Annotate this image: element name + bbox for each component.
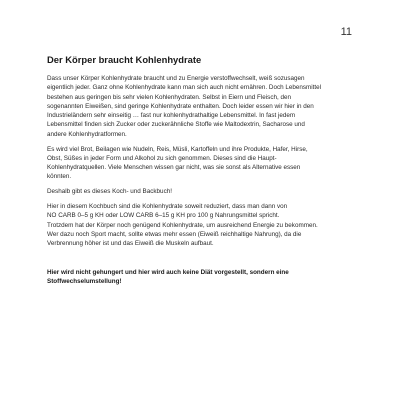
paragraph-carb-levels <box>47 202 357 248</box>
text-line: NO CARB 0–5 g KH oder LOW CARB 6–15 g KH pro 100 g Nahrungsmittel spricht. <box>47 212 280 220</box>
text-line: Obst, Süßes in jeder Form und Alkohol zu sich genommen. Dieses sind die Haupt- <box>47 154 277 162</box>
text-line: Trotzdem hat der Körper noch genügend Kohlenhydrate, um ausreichend Energie zu bekommen. <box>47 221 318 229</box>
paragraph-intro <box>47 74 357 139</box>
paragraph-book-purpose <box>47 187 357 196</box>
text-line: Es wird viel Brot, Beilagen wie Nudeln, Reis, Müsli, Kartoffeln und ihre Produkte, Hafer, Hirse, <box>47 145 308 153</box>
text-line: Wer dazu noch Sport macht, sollte etwas mehr essen (Eiweiß reichhaltige Nahrung), da die <box>47 230 302 238</box>
text-line: Hier in diesem Kochbuch sind die Kohlenhydrate soweit reduziert, dass man dann von <box>47 203 288 211</box>
section-heading: Der Körper braucht Kohlenhydrate <box>47 54 202 65</box>
closing-statement <box>47 268 357 287</box>
text-line: Dass unser Körper Kohlenhydrate braucht und zu Energie verstoffwechselt, weiß sozusagen <box>47 75 305 82</box>
paragraph-carb-sources <box>47 145 357 182</box>
text-line: Stoffwechselumstellung! <box>47 277 122 285</box>
text-line: sogenannten Eiweißen, sind geringe Kohlenhydrate enthalten. Doch leider essen wir hier in den <box>47 102 314 110</box>
document-body <box>47 54 357 286</box>
text-line: könnten. <box>47 173 72 181</box>
text-line: Hier wird nicht gehungert und hier wird auch keine Diät vorgestellt, sondern eine <box>47 268 289 276</box>
text-line: Industrieländern sehr einseitig … fast nur kohlenhydrathaltige Lebensmittel. In fast jedem <box>47 112 296 120</box>
text-line: andere Kohlenhydratformen. <box>47 130 127 138</box>
text-line: Lebensmittel finden sich Zucker oder zuckerähnliche Stoffe wie Maltodextrin, Sacharose und <box>47 121 305 129</box>
page-number: 11 <box>340 26 352 38</box>
text-line: Verbrennung höher ist und das Eiweiß die Muskeln aufbaut. <box>47 240 214 248</box>
text-line: bestehen aus geringen bis sehr vielen Kohlenhydraten. Selbst in Eiern und Fleisch, den <box>47 93 291 101</box>
text-line: Deshalb gibt es dieses Koch- und Backbuch! <box>47 188 172 196</box>
text-line: eigentlich jeder. Ganz ohne Kohlenhydrate kann man sich auch nicht ernähren. Doch Lebensmittel <box>47 84 322 92</box>
text-line: Kohlenhydratquellen. Viele Menschen wissen gar nicht, was sie sonst als Alternative essen <box>47 164 301 172</box>
